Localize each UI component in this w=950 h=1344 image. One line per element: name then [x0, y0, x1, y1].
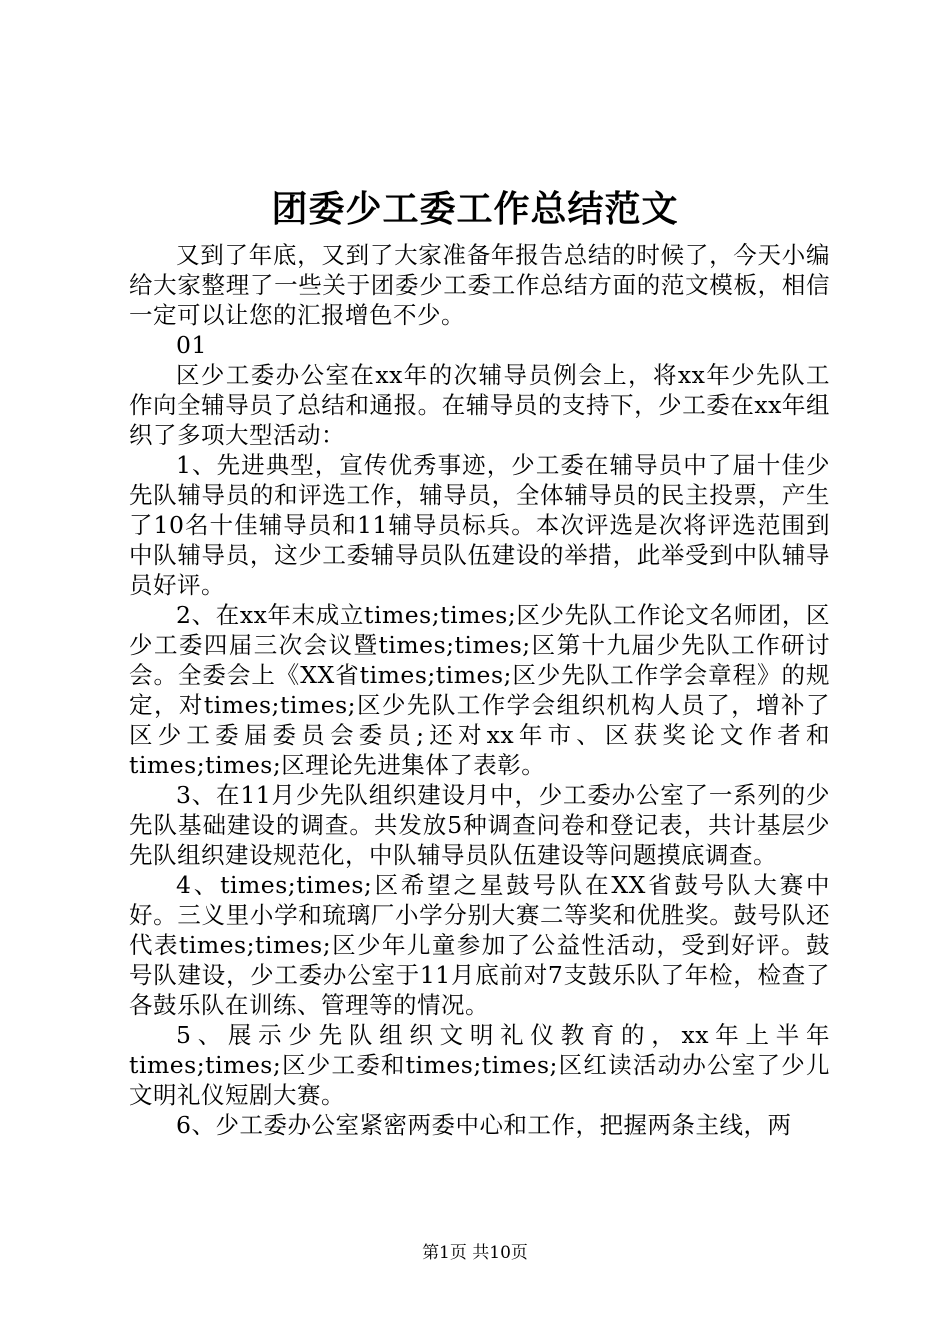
document-title: 团委少工委工作总结范文 — [271, 188, 679, 230]
page-footer: 第1页 共10页 — [422, 1243, 528, 1263]
paragraph-item-5: 5、展示少先队组织文明礼仪教育的，xx年上半年times;times;区少工委和times;times;区红读活动办公室了少儿文明礼仪短剧大赛。 — [129, 1021, 830, 1109]
paragraph-item-2: 2、在xx年末成立times;times;区少先队工作论文名师团，区少工委四届三次会议暨times;times;区第十九届少先队工作研讨会。全委会上《XX省times;times;区少先队工作学会章程》的规定，对times;times;区少先队工作学会组织机构人员了，增补了区少工委届委员会委员;还对xx年市、区获奖论文作者和times;times;区理论先进集体了表彰。 — [129, 601, 830, 779]
document-body — [129, 240, 830, 1140]
paragraph-item-6: 6、少工委办公室紧密两委中心和工作，把握两条主线，两 — [176, 1111, 792, 1139]
paragraph-item-1: 1、先进典型，宣传优秀事迹，少工委在辅导员中了届十佳少先队辅导员的和评选工作，辅导员，全体辅导员的民主投票，产生了10名十佳辅导员和11辅导员标兵。本次评选是次将评选范围到中队辅导员，这少工委辅导员队伍建设的举措，此举受到中队辅导员好评。 — [129, 451, 830, 599]
paragraph-summary: 区少工委办公室在xx年的次辅导员例会上，将xx年少先队工作向全辅导员了总结和通报。在辅导员的支持下，少工委在xx年组织了多项大型活动： — [129, 361, 830, 449]
paragraph-intro: 又到了年底，又到了大家准备年报告总结的时候了，今天小编给大家整理了一些关于团委少工委工作总结方面的范文模板，相信一定可以让您的汇报增色不少。 — [129, 241, 830, 329]
paragraph-item-4: 4、times;times;区希望之星鼓号队在XX省鼓号队大赛中好。三义里小学和琉璃厂小学分别大赛二等奖和优胜奖。鼓号队还代表times;times;区少年儿童参加了公益性活动，受到好评。鼓号队建设，少工委办公室于11月底前对7支鼓乐队了年检，检查了各鼓乐队在训练、管理等的情况。 — [129, 871, 830, 1019]
section-number: 01 — [176, 331, 207, 359]
paragraph-item-3: 3、在11月少先队组织建设月中，少工委办公室了一系列的少先队基础建设的调查。共发放5种调查问卷和登记表，共计基层少先队组织建设规范化，中队辅导员队伍建设等问题摸底调查。 — [129, 781, 830, 869]
